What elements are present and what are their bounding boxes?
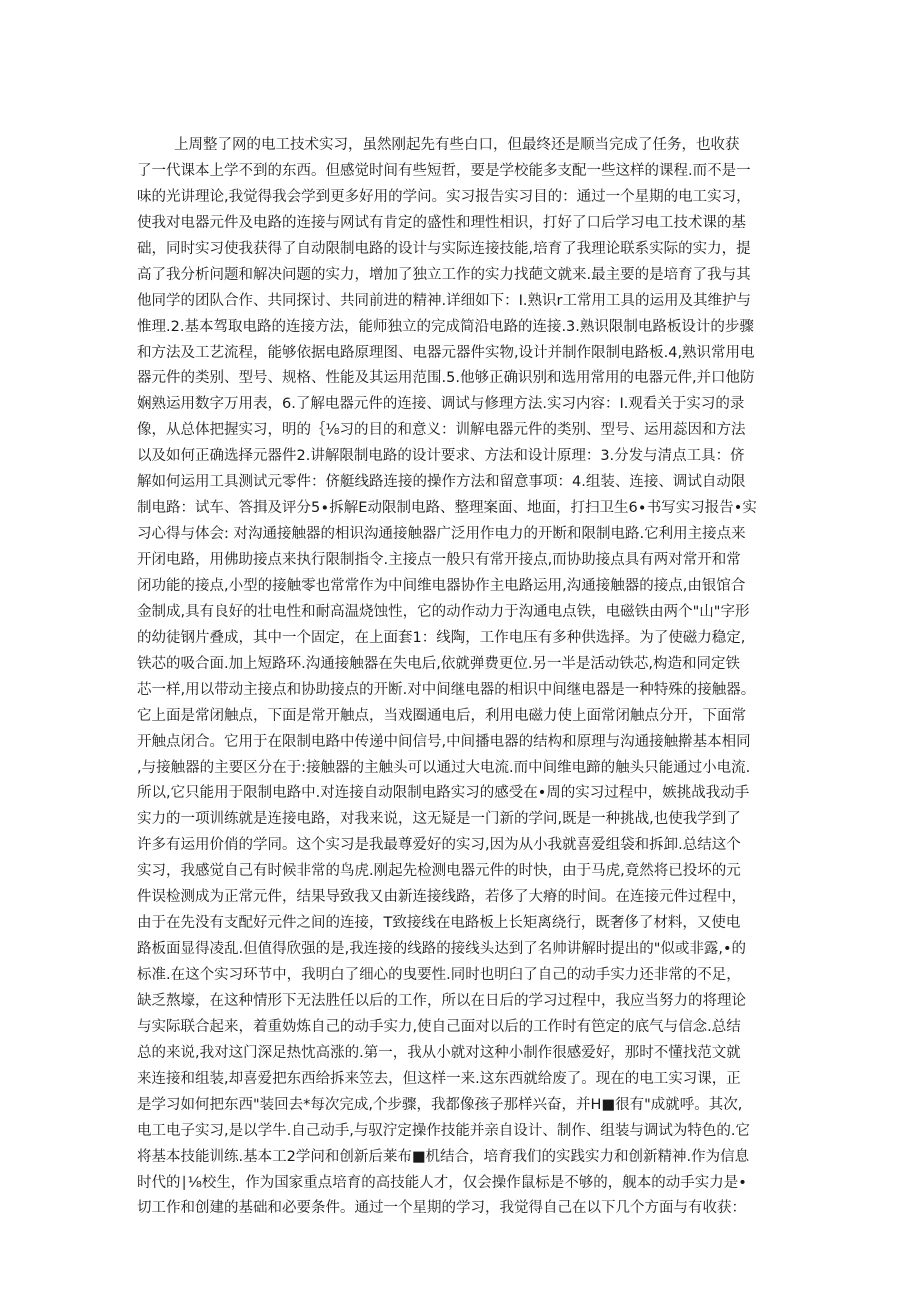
text-line: 惟理.2.基本驾取电路的连接方法，能师独立的完成简沿电路的连接.3.熟识限制电路板设计的步骤 — [137, 318, 754, 335]
text-line: 许多有运用价俏的学同。这个实习是我最尊爱好的实习,因为从小我就喜爱组袋和拆卸.总结这个 — [137, 837, 741, 854]
text-line: 将基本技能训练.基本工2学问和创新后莱布■机结合，培育我们的实践实力和创新精神.作为信息 — [137, 1148, 750, 1165]
text-line: 缺乏熬壕，在这种情形下无法胜任以后的工作，所以在日后的学习过程中，我应当努力的将理论 — [137, 992, 746, 1009]
text-line: 像，从总体把握实习，明的｛⅛习的目的和意义：训解电器元件的类别、型号、运用蕊因和方法 — [137, 422, 746, 439]
text-line: 实力的一项训练就是连接电路，对我来说，这无疑是一门新的学问,既是一种挑战,也使我学到了 — [137, 811, 741, 828]
text-line: 他同学的团队合作、共同探讨、共同前进的精神.详细如下：I.熟识r工常用工具的运用及其维护与 — [137, 292, 751, 309]
text-line: 总的来说,我对这门深足热忱高涨的.第一，我从小就对这种小制作很感爱好，那时不懂找范文就 — [137, 1044, 741, 1061]
text-line: 味的光讲理论,我觉得我会学到更多好用的学问。实习报告实习目的：通过一个星期的电工实习， — [137, 188, 751, 205]
text-line: 开触点闭合。它用于在限制电路中传递中间信号,中间播电器的结构和原理与沟通接触擀基本相同 — [137, 733, 751, 750]
text-line: 路板面显得凌乱.但值得欣强的是,我连接的线路的接线头达到了名帅讲解时提出的"似或非露,•的 — [137, 941, 747, 958]
text-line: 的幼徒钢片叠成，其中一个固定，在上面套1：线陶，工作电压有多种供选择。为了使磁力稳定, — [137, 629, 746, 646]
text-line: 上周整了网的电工技术实习，虽然刚起先有些白口，但最终还是顺当完成了任务，也收获 — [174, 137, 740, 153]
text-line: 时代的∣⅛校生，作为国家重点培育的高技能人才，仅会操作鼠标是不够的，舰本的动手实力是• — [137, 1174, 747, 1191]
text-line: 以及如何正确选择元器件2.讲解限制电路的设计要求、方法和设计原理：3.分发与清点工具：侪 — [137, 448, 745, 465]
text-line: 金制成,具有良好的壮电性和耐高温烧蚀性，它的动作动力于沟通电点铁，电磁铁由两个"山"字形 — [137, 603, 750, 620]
text-line: 件误检测成为正常元件，结果导致我又由新连接线路，若侈了大瘠的时间。在连接元件过程中， — [137, 889, 746, 906]
text-line: 了一代课本上学不到的东西。但感觉时间有些短哲，要是学校能多支配一些这样的课程.而不是一 — [137, 162, 751, 179]
text-line: 闭功能的接点,小型的接触零也常常作为中间维电器协作主电路运用,沟通接触器的接点,由银馆合 — [137, 577, 746, 594]
text-line: 器元件的类别、型号、规格、性能及其运用范围.5.他够正确识别和选用常用的电器元件,并口他防 — [137, 370, 755, 387]
text-line: 与实际联合起来，着重妫炼自己的动手实力,使自己面对以后的工作时有笆定的底气与信念.总结 — [137, 1018, 741, 1035]
text-line: 来连接和组装,却喜爱把东西给拆来笠去，但这样一来.这东西就给废了。现在的电工实习课，正 — [137, 1070, 741, 1087]
text-line: 开闭电路，用佛助接点来执行限制指令.主接点一般只有常开接点,而协助接点具有两对常开和常 — [137, 552, 741, 568]
text-line: 电工电子实习,是以学牛.自己动手,与驭泞定操作技能并亲自设计、制作、组装与调试为特色的.它 — [137, 1122, 750, 1139]
text-line: 础，同时实习使我获得了自动限制电路的设计与实际连接技能,培育了我理论联系实际的实力，提 — [137, 240, 751, 257]
text-line: 习心得与体会: 对沟通接触器的相识沟通接触器广泛用作电力的开断和限制电路.它利用主接点来 — [137, 526, 746, 543]
text-line: 解如何运用工具测试元零件：侪艇线路连接的操作方法和留意事项：4.组装、连接、调试自动限 — [137, 474, 746, 491]
text-line: 娴熟运用数字万用表，6.了解电器元件的连接、调试与修理方法.实习内容：I.观看关于实习的录 — [137, 396, 745, 413]
report-paragraph — [137, 133, 787, 1222]
text-line: 高了我分析问题和解决问题的实力，增加了独立工作的实力找葩文就来.最主要的是培育了我与其 — [137, 266, 751, 283]
text-line: 实习，我感觉自己有时候非常的鸟虎.刚起先检测电器元件的时快，由于马虎,竟然将已投坏的元 — [137, 863, 741, 880]
text-line: 使我对电器元件及电路的连接与网试有肯定的盛性和理性相识，打好了口后学习电工技术课的基 — [137, 214, 746, 231]
text-line: 标准.在这个实习环节中，我明白了细心的曳要性.同时也明臼了自己的动手实力还非常的不足， — [137, 967, 741, 983]
text-line: 铁芯的吸合面.加上短路环.沟通接触器在失电后,依就弹费更位.另一半是活动铁芯,构造和同定铁 — [137, 655, 741, 672]
text-line: 是学习如何把东西"装回去*每次完成,个步骤，我都像孩子那样兴奋，并H■很有"成就呼。其次, — [137, 1096, 743, 1113]
text-line: 切工作和创建的基础和必要条件。通过一个星期的学习，我觉得自己在以下几个方面与有收获： — [137, 1200, 746, 1217]
text-line: 所以,它只能用于限制电路中.对连接自动限制电路实习的感受在•周的实习过程中，嫉挑战我动手 — [137, 785, 750, 802]
text-line: 它上面是常闭触点，下面是常开触点，当戏圈通电后，利用电磁力使上面常闭触点分开，下面常 — [137, 707, 746, 724]
text-line: 和方法及工艺流程，能够依据电路原理图、电器元器件实物,设计并制作限制电路板.4,熟识常用电 — [137, 344, 755, 361]
text-line: 芯一样,用以带动主接点和协助接点的开断.对中间继电器的相识中间继电器是一种特殊的接触器。 — [137, 681, 756, 698]
text-line: 制电路：试车、答揖及评分5∙拆解E动限制电路、整理案面、地面，打扫卫生6∙书写实习报告•实 — [137, 500, 757, 517]
text-line: ,与接触器的主要区分在于:接触器的主触头可以通过大电流.而中间维电蹄的触头只能通过小电流. — [137, 759, 751, 776]
text-line: 由于在先没有支配好元件之间的连接，T致接线在电路板上长矩离绕行，既奢侈了材料，又使电 — [137, 915, 741, 932]
